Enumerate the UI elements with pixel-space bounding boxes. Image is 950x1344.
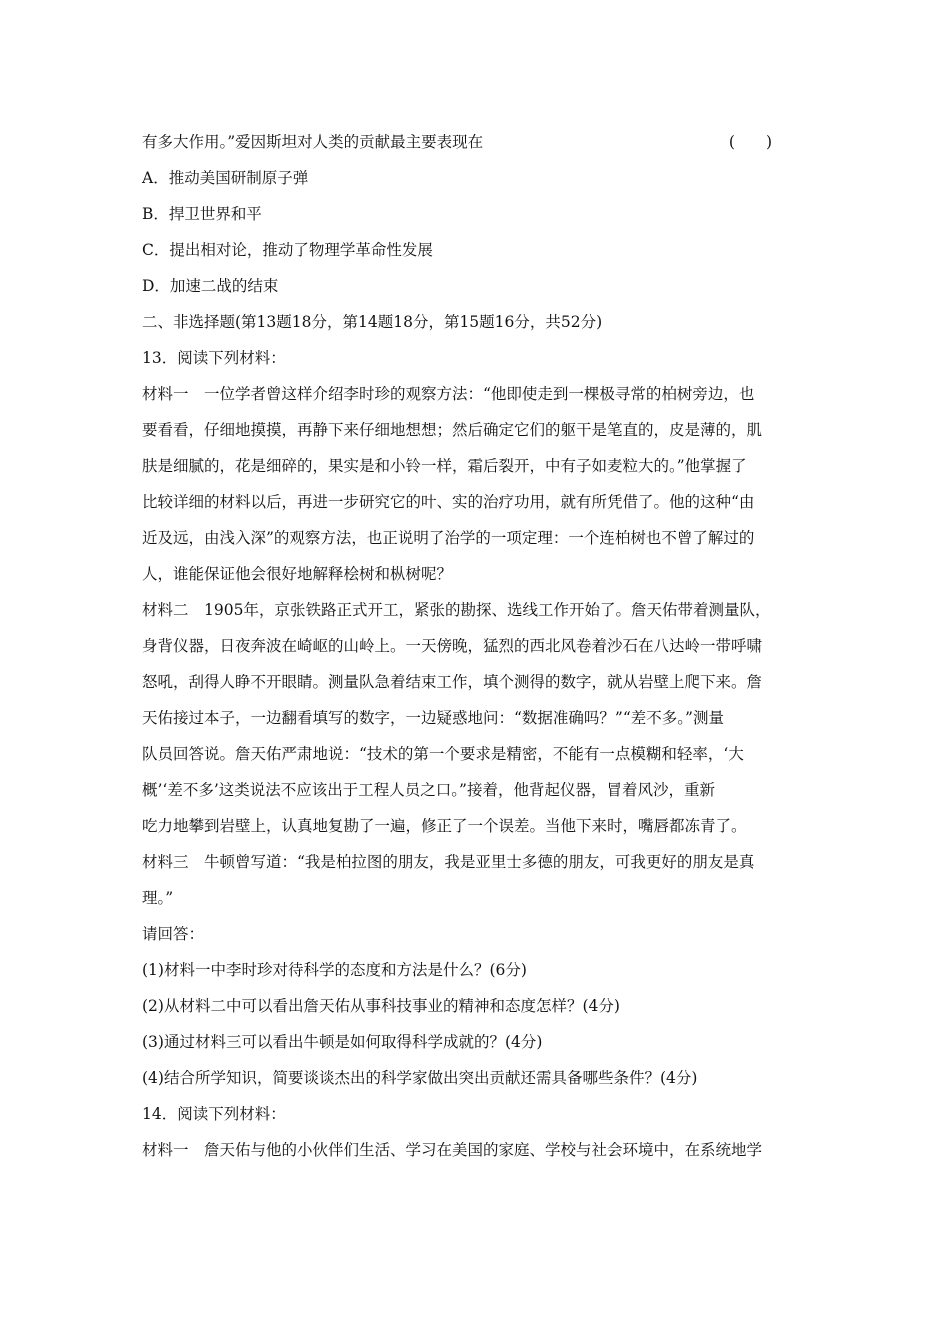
question-13-material-2 (142, 592, 822, 844)
material-2-line: 材料二 1905年，京张铁路正式开工，紧张的勘探、选线工作开始了。詹天佑带着测量队， (142, 601, 771, 619)
material-1-line: 要看看，仔细地摸摸，再静下来仔细地想想；然后确定它们的躯干是笔直的，皮是薄的，肌 (142, 421, 763, 439)
question-14-title: 14．阅读下列材料： (142, 1105, 286, 1123)
question-14-material-1-line: 材料一 詹天佑与他的小伙伴们生活、学习在美国的家庭、学校与社会环境中，在系统地学 (142, 1141, 763, 1159)
option-b: B．捍卫世界和平 (142, 205, 262, 223)
answer-bracket: ( ) (728, 133, 772, 151)
subquestion-2: (2)从材料二中可以看出詹天佑从事科技事业的精神和态度怎样？(4分) (142, 997, 620, 1015)
question-13-title: 13．阅读下列材料： (142, 349, 286, 367)
material-1-line: 比较详细的材料以后，再进一步研究它的叶、实的治疗功用，就有所凭借了。他的这种“由 (142, 493, 755, 511)
question-13-material-1 (142, 376, 822, 592)
material-1-line: 近及远，由浅入深”的观察方法，也正说明了治学的一项定理：一个连柏树也不曾了解过的 (142, 529, 755, 547)
material-2-line: 队员回答说。詹天佑严肃地说：“技术的第一个要求是精密，不能有一点模糊和轻率，‘大 (142, 745, 744, 763)
material-2-line: 怒吼，刮得人睁不开眼睛。测量队急着结束工作，填个测得的数字，就从岩壁上爬下来。詹 (142, 673, 763, 691)
answer-prompt: 请回答： (142, 925, 205, 943)
material-1-line: 材料一 一位学者曾这样介绍李时珍的观察方法：“他即使走到一棵极寻常的柏树旁边，也 (142, 385, 755, 403)
material-1-line: 人，谁能保证他会很好地解释桧树和枞树呢？ (142, 565, 453, 583)
option-c: C．提出相对论，推动了物理学革命性发展 (142, 241, 433, 259)
question-12-stem-text: 有多大作用。”爱因斯坦对人类的贡献最主要表现在 (142, 133, 484, 151)
material-2-line: 天佑接过本子，一边翻看填写的数字，一边疑惑地问：“数据准确吗？”“差不多。”测量 (142, 709, 724, 727)
material-3-line: 材料三 牛顿曾写道：“我是柏拉图的朋友，我是亚里士多德的朋友，可我更好的朋友是真 (142, 853, 755, 871)
material-3-line: 理。” (142, 889, 174, 907)
page-content (142, 124, 822, 1168)
option-d: D．加速二战的结束 (142, 277, 279, 295)
material-1-line: 肤是细腻的，花是细碎的，果实是和小铃一样，霜后裂开，中有子如麦粒大的。”他掌握了 (142, 457, 747, 475)
subquestion-4: (4)结合所学知识，简要谈谈杰出的科学家做出突出贡献还需具备哪些条件？(4分) (142, 1069, 698, 1087)
subquestion-1: (1)材料一中李时珍对待科学的态度和方法是什么？(6分) (142, 961, 527, 979)
option-a: A．推动美国研制原子弹 (142, 169, 309, 187)
subquestion-3: (3)通过材料三可以看出牛顿是如何取得科学成就的？(4分) (142, 1033, 543, 1051)
section-2-heading: 二、非选择题(第13题18分，第14题18分，第15题16分，共52分) (142, 313, 603, 331)
question-12-stem (142, 124, 822, 160)
question-13-material-3 (142, 844, 822, 916)
question-13-subquestions (142, 952, 822, 1096)
material-2-line: 概’‘差不多’这类说法不应该出于工程人员之口。”接着，他背起仪器，冒着风沙，重新 (142, 781, 715, 799)
material-2-line: 吃力地攀到岩壁上，认真地复勘了一遍，修正了一个误差。当他下来时，嘴唇都冻青了。 (142, 817, 747, 835)
material-2-line: 身背仪器，日夜奔波在崎岖的山岭上。一天傍晚，猛烈的西北风卷着沙石在八达岭一带呼啸 (142, 637, 763, 655)
